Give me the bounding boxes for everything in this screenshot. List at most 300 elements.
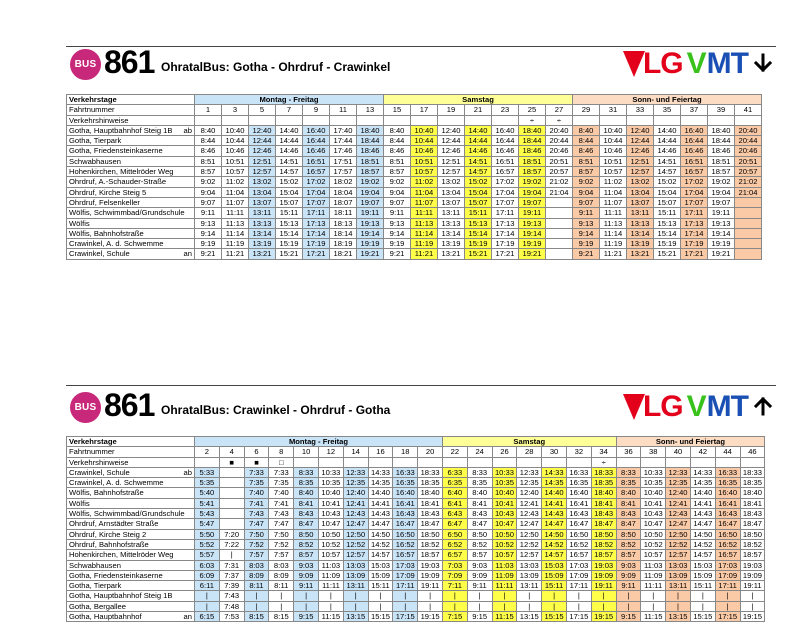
departure-time: 12:40 xyxy=(666,488,691,498)
stop-row xyxy=(67,239,762,249)
stop-name xyxy=(67,509,195,519)
departure-time: 8:47 xyxy=(467,519,492,529)
note-symbol xyxy=(276,115,303,125)
stop-row xyxy=(67,467,765,477)
departure-time: 18:40 xyxy=(519,125,546,135)
departure-time: | xyxy=(517,601,542,611)
departure-time: 8:11 xyxy=(269,581,294,591)
departure-time: 15:15 xyxy=(690,612,715,622)
stop-row xyxy=(67,509,765,519)
departure-time: 16:50 xyxy=(566,529,591,539)
departure-time: 5:40 xyxy=(195,488,220,498)
departure-time: | xyxy=(219,550,244,560)
day-group-header: Samstag xyxy=(384,95,573,105)
departure-time: 6:47 xyxy=(442,519,467,529)
departure-time: 16:41 xyxy=(393,498,418,508)
stop-row xyxy=(67,197,762,207)
departure-time: 10:33 xyxy=(492,467,517,477)
departure-time: 10:52 xyxy=(492,539,517,549)
departure-time: 13:19 xyxy=(438,239,465,249)
departure-time: 18:43 xyxy=(740,509,765,519)
departure-time: 20:44 xyxy=(735,136,762,146)
departure-time: 14:46 xyxy=(465,146,492,156)
trip-number: 27 xyxy=(546,105,573,115)
departure-time: 12:51 xyxy=(249,156,276,166)
departure-time: 18:51 xyxy=(357,156,384,166)
departure-time: 16:46 xyxy=(303,146,330,156)
stop-row xyxy=(67,167,762,177)
stop-name xyxy=(67,208,195,218)
departure-time xyxy=(735,249,762,259)
departure-time: 9:11 xyxy=(384,208,411,218)
vmt-logo: LG V MT xyxy=(623,48,748,80)
departure-time: 14:40 xyxy=(465,125,492,135)
stop-name xyxy=(67,591,195,601)
departure-time: 6:11 xyxy=(195,581,220,591)
departure-time: | xyxy=(542,591,567,601)
stop-row xyxy=(67,249,762,259)
departure-time: 8:40 xyxy=(616,488,641,498)
departure-time: 16:57 xyxy=(303,167,330,177)
notes-row xyxy=(67,115,762,125)
departure-time: 18:46 xyxy=(519,146,546,156)
trip-number: 28 xyxy=(517,447,542,457)
departure-time: 13:14 xyxy=(438,228,465,238)
departure-time: 12:52 xyxy=(517,539,542,549)
departure-time: 16:35 xyxy=(566,478,591,488)
departure-time: | xyxy=(641,601,666,611)
days-label: Verkehrstage xyxy=(67,95,195,105)
stop-row xyxy=(67,218,762,228)
stop-name xyxy=(67,550,195,560)
departure-time: 16:57 xyxy=(566,550,591,560)
departure-time: 16:44 xyxy=(681,136,708,146)
departure-time: 19:14 xyxy=(357,228,384,238)
departure-time: 12:33 xyxy=(517,467,542,477)
departure-time: 17:11 xyxy=(681,208,708,218)
departure-time: 11:07 xyxy=(222,197,249,207)
note-symbol xyxy=(735,115,762,125)
note-symbol: ■ xyxy=(219,457,244,467)
departure-time: 13:14 xyxy=(627,228,654,238)
departure-time: 11:07 xyxy=(411,197,438,207)
departure-time: 12:44 xyxy=(438,136,465,146)
departure-time: 11:11 xyxy=(222,208,249,218)
stop-row xyxy=(67,187,762,197)
days-row xyxy=(67,437,765,447)
note-symbol xyxy=(411,115,438,125)
departure-time: 18:41 xyxy=(418,498,443,508)
departure-time: 18:57 xyxy=(519,167,546,177)
departure-time: 8:50 xyxy=(294,529,319,539)
departure-time: 16:35 xyxy=(393,478,418,488)
departure-time: 11:03 xyxy=(492,560,517,570)
departure-time: 12:57 xyxy=(249,167,276,177)
departure-time: 16:41 xyxy=(566,498,591,508)
departure-time: 14:47 xyxy=(690,519,715,529)
trip-number: 30 xyxy=(542,447,567,457)
departure-time: 13:19 xyxy=(627,239,654,249)
trip-number: 2 xyxy=(195,447,220,457)
stop-row xyxy=(67,539,765,549)
departure-time: 9:11 xyxy=(467,581,492,591)
departure-time: 20:40 xyxy=(546,125,573,135)
departure-time xyxy=(735,208,762,218)
departure-time: | xyxy=(690,601,715,611)
departure-time: 14:46 xyxy=(276,146,303,156)
departure-time: 16:41 xyxy=(715,498,740,508)
departure-time: 16:43 xyxy=(393,509,418,519)
departure-time: 18:40 xyxy=(740,488,765,498)
departure-time: 18:57 xyxy=(591,550,616,560)
departure-time: | xyxy=(666,601,691,611)
departure-time: 6:35 xyxy=(442,478,467,488)
departure-time: 18:44 xyxy=(357,136,384,146)
departure-time: 13:11 xyxy=(343,581,368,591)
departure-time: 5:57 xyxy=(195,550,220,560)
note-symbol xyxy=(690,457,715,467)
departure-time: 18:46 xyxy=(357,146,384,156)
departure-time: 10:35 xyxy=(318,478,343,488)
note-symbol xyxy=(740,457,765,467)
departure-time: 7:22 xyxy=(219,539,244,549)
stop-row xyxy=(67,146,762,156)
stop-row xyxy=(67,228,762,238)
departure-time: 12:43 xyxy=(343,509,368,519)
departure-time: 12:40 xyxy=(438,125,465,135)
departure-time: 8:33 xyxy=(616,467,641,477)
departure-time: 7:20 xyxy=(219,529,244,539)
trip-number: 23 xyxy=(492,105,519,115)
stop-name-text: Schwabhausen xyxy=(69,560,121,570)
departure-time: 19:11 xyxy=(708,208,735,218)
bottom-header xyxy=(66,389,776,429)
departure-time xyxy=(546,249,573,259)
departure-time: | xyxy=(195,601,220,611)
departure-time: 11:04 xyxy=(222,187,249,197)
departure-time: 16:50 xyxy=(715,529,740,539)
departure-time: 10:50 xyxy=(318,529,343,539)
departure-time: 17:46 xyxy=(330,146,357,156)
departure-time: 8:43 xyxy=(616,509,641,519)
departure-time: 9:11 xyxy=(294,581,319,591)
departure-time: 18:40 xyxy=(357,125,384,135)
stop-name-text: Ohrdruf, Felsenkeller xyxy=(69,197,140,207)
departure-time: 10:47 xyxy=(492,519,517,529)
departure-time: 20:51 xyxy=(735,156,762,166)
departure-time: 7:33 xyxy=(244,467,269,477)
departure-time: 18:57 xyxy=(708,167,735,177)
departure-time: 10:51 xyxy=(411,156,438,166)
departure-time: 8:40 xyxy=(384,125,411,135)
departure-time: 13:09 xyxy=(666,570,691,580)
departure-time: 13:11 xyxy=(249,208,276,218)
note-symbol: ■ xyxy=(244,457,269,467)
trip-number: 17 xyxy=(411,105,438,115)
trip-number: 39 xyxy=(708,105,735,115)
departure-time: 17:14 xyxy=(492,228,519,238)
day-group-header: Montag - Freitag xyxy=(195,437,443,447)
departure-time: 14:51 xyxy=(654,156,681,166)
departure-time: | xyxy=(467,601,492,611)
departure-time: 7:41 xyxy=(244,498,269,508)
stop-row xyxy=(67,591,765,601)
departure-time: 18:51 xyxy=(708,156,735,166)
departure-time: 9:03 xyxy=(294,560,319,570)
departure-time: 12:43 xyxy=(666,509,691,519)
departure-time: 15:14 xyxy=(276,228,303,238)
departure-time: 9:15 xyxy=(467,612,492,622)
departure-time: 21:04 xyxy=(546,187,573,197)
note-symbol xyxy=(492,457,517,467)
departure-time: 5:41 xyxy=(195,498,220,508)
stop-name-text: Ohrdruf, Bahnhofstraße xyxy=(69,539,149,549)
note-symbol xyxy=(318,457,343,467)
stop-name-text: Hohenkirchen, Mittelröder Weg xyxy=(69,550,174,560)
departure-time: 16:33 xyxy=(566,467,591,477)
departure-time: 21:02 xyxy=(735,177,762,187)
departure-time: 17:04 xyxy=(303,187,330,197)
departure-time: 7:03 xyxy=(442,560,467,570)
departure-time: 8:03 xyxy=(244,560,269,570)
departure-time: 5:47 xyxy=(195,519,220,529)
departure-time: 7:37 xyxy=(219,570,244,580)
departure-time: 7:43 xyxy=(244,509,269,519)
note-symbol xyxy=(357,115,384,125)
departure-time: | xyxy=(442,601,467,611)
departure-time: | xyxy=(467,591,492,601)
departure-time: 11:11 xyxy=(318,581,343,591)
note-symbol xyxy=(393,457,418,467)
departure-time: 14:35 xyxy=(542,478,567,488)
departure-time: 9:14 xyxy=(195,228,222,238)
note-symbol xyxy=(573,115,600,125)
departure-time: | xyxy=(616,591,641,601)
departure-time: 12:33 xyxy=(666,467,691,477)
departure-time: 10:46 xyxy=(411,146,438,156)
triangle-icon xyxy=(623,394,645,420)
trip-number: 19 xyxy=(438,105,465,115)
departure-time: 18:41 xyxy=(740,498,765,508)
departure-time: 6:43 xyxy=(442,509,467,519)
stop-row xyxy=(67,570,765,580)
departure-time: 13:11 xyxy=(627,208,654,218)
departure-time: 12:46 xyxy=(249,146,276,156)
trip-number: 37 xyxy=(681,105,708,115)
timetable-top xyxy=(66,94,762,260)
stop-name xyxy=(67,498,195,508)
stop-name xyxy=(67,177,195,187)
departure-time: 19:07 xyxy=(519,197,546,207)
departure-time: 8:03 xyxy=(269,560,294,570)
departure-time: | xyxy=(195,591,220,601)
departure-time: 12:51 xyxy=(438,156,465,166)
departure-time xyxy=(219,498,244,508)
departure-time: 16:40 xyxy=(393,488,418,498)
departure-time: 17:04 xyxy=(681,187,708,197)
departure-time: 18:47 xyxy=(740,519,765,529)
departure-time: 13:02 xyxy=(438,177,465,187)
stop-name xyxy=(67,249,195,259)
departure-time: 18:11 xyxy=(330,208,357,218)
departure-time: 14:57 xyxy=(542,550,567,560)
departure-time: 12:41 xyxy=(666,498,691,508)
departure-time: 13:03 xyxy=(517,560,542,570)
departure-time: 10:47 xyxy=(641,519,666,529)
departure-time: 10:57 xyxy=(411,167,438,177)
stop-row xyxy=(67,612,765,622)
stop-name-text: Gotha, Bergallee xyxy=(69,601,126,611)
departure-time: 10:51 xyxy=(600,156,627,166)
departure-time: 15:14 xyxy=(465,228,492,238)
departure-time: 8:57 xyxy=(616,550,641,560)
departure-time: 15:15 xyxy=(368,612,393,622)
departure-time: 6:33 xyxy=(442,467,467,477)
trip-number: 13 xyxy=(357,105,384,115)
stop-name-text: Wölfis xyxy=(69,498,90,508)
day-group-header: Samstag xyxy=(442,437,616,447)
departure-time: 19:09 xyxy=(591,570,616,580)
departure-time: 14:43 xyxy=(368,509,393,519)
departure-time: 18:50 xyxy=(740,529,765,539)
departure-time: | xyxy=(368,601,393,611)
departure-time: 8:44 xyxy=(384,136,411,146)
departure-time: 19:09 xyxy=(740,570,765,580)
departure-time: 11:19 xyxy=(600,239,627,249)
departure-time: 8:33 xyxy=(467,467,492,477)
departure-time: 8:47 xyxy=(616,519,641,529)
departure-time: 7:31 xyxy=(219,560,244,570)
departure-time: 14:52 xyxy=(690,539,715,549)
stop-name xyxy=(67,167,195,177)
departure-time: | xyxy=(244,601,269,611)
departure-time: | xyxy=(492,601,517,611)
trip-number: 31 xyxy=(600,105,627,115)
departure-time: 15:04 xyxy=(465,187,492,197)
departure-time: 19:15 xyxy=(591,612,616,622)
departure-time: 11:09 xyxy=(492,570,517,580)
departure-time xyxy=(735,197,762,207)
departure-time: 19:04 xyxy=(708,187,735,197)
departure-time: 17:07 xyxy=(492,197,519,207)
departure-time: 19:11 xyxy=(357,208,384,218)
stop-name xyxy=(67,146,195,156)
departure-time: 15:07 xyxy=(465,197,492,207)
departure-time: 11:21 xyxy=(411,249,438,259)
departure-time: 17:51 xyxy=(330,156,357,166)
trip-number: 40 xyxy=(666,447,691,457)
departure-time: 6:09 xyxy=(195,570,220,580)
departure-time: 16:46 xyxy=(681,146,708,156)
departure-time: 19:21 xyxy=(519,249,546,259)
departure-time: 17:07 xyxy=(303,197,330,207)
departure-time: 16:40 xyxy=(715,488,740,498)
departure-time: 14:35 xyxy=(368,478,393,488)
departure-time: | xyxy=(690,591,715,601)
departure-time: 12:46 xyxy=(627,146,654,156)
departure-time: 7:39 xyxy=(219,581,244,591)
departure-time: 9:14 xyxy=(573,228,600,238)
departure-time: | xyxy=(492,591,517,601)
departure-time: 17:03 xyxy=(566,560,591,570)
departure-time: 8:43 xyxy=(294,509,319,519)
departure-time: 10:51 xyxy=(222,156,249,166)
departure-time: 11:02 xyxy=(411,177,438,187)
departure-time: 8:15 xyxy=(244,612,269,622)
day-group-header: Sonn- und Feiertag xyxy=(616,437,765,447)
departure-time: 9:07 xyxy=(573,197,600,207)
departure-time: 12:35 xyxy=(343,478,368,488)
stop-name-text: Ohrdruf, Kirche Steig 5 xyxy=(69,187,147,197)
note-symbol xyxy=(708,115,735,125)
departure-time: 9:09 xyxy=(467,570,492,580)
departure-time: 12:57 xyxy=(343,550,368,560)
departure-time: 14:35 xyxy=(690,478,715,488)
departure-time: 13:13 xyxy=(627,218,654,228)
stop-name xyxy=(67,488,195,498)
departure-time: 12:40 xyxy=(343,488,368,498)
departure-time: 7:35 xyxy=(244,478,269,488)
departure-time: | xyxy=(591,591,616,601)
departure-time: 8:51 xyxy=(384,156,411,166)
note-symbol xyxy=(294,457,319,467)
departure-time: 7:40 xyxy=(269,488,294,498)
notes-row xyxy=(67,457,765,467)
note-symbol xyxy=(330,115,357,125)
departure-time: 8:33 xyxy=(294,467,319,477)
stop-name-text: Wölfis, Schwimmbad/Grundschule xyxy=(69,509,185,519)
departure-time: 15:11 xyxy=(368,581,393,591)
departure-time: 14:40 xyxy=(276,125,303,135)
departure-time: 18:35 xyxy=(740,478,765,488)
trip-number: 46 xyxy=(740,447,765,457)
note-symbol xyxy=(195,115,222,125)
stop-name xyxy=(67,581,195,591)
departure-time: 17:19 xyxy=(492,239,519,249)
departure-time: | xyxy=(343,591,368,601)
departure-time: 10:33 xyxy=(318,467,343,477)
departure-time: 17:21 xyxy=(681,249,708,259)
departure-time: 13:04 xyxy=(438,187,465,197)
departure-time: 16:40 xyxy=(566,488,591,498)
stop-name xyxy=(67,478,195,488)
departure-time: 14:57 xyxy=(276,167,303,177)
departure-time: 16:52 xyxy=(715,539,740,549)
departure-time: | xyxy=(418,591,443,601)
departure-time: 14:43 xyxy=(542,509,567,519)
departure-time: 11:14 xyxy=(600,228,627,238)
departure-time: | xyxy=(269,591,294,601)
departure-time: 10:57 xyxy=(641,550,666,560)
departure-time: 10:40 xyxy=(492,488,517,498)
departure-time: 8:52 xyxy=(467,539,492,549)
departure-time: | xyxy=(244,591,269,601)
departure-time: 8:41 xyxy=(294,498,319,508)
departure-time: 11:02 xyxy=(600,177,627,187)
trip-number: 22 xyxy=(442,447,467,457)
departure-time: 14:57 xyxy=(654,167,681,177)
departure-time: 10:40 xyxy=(600,125,627,135)
departure-time: 7:57 xyxy=(244,550,269,560)
departure-time: 15:07 xyxy=(276,197,303,207)
departure-time: 18:33 xyxy=(591,467,616,477)
note-symbol xyxy=(616,457,641,467)
departure-time: 9:04 xyxy=(384,187,411,197)
departure-time: 7:48 xyxy=(219,601,244,611)
trip-number: 44 xyxy=(715,447,740,457)
departure-time: 9:13 xyxy=(195,218,222,228)
departure-time: 11:14 xyxy=(411,228,438,238)
